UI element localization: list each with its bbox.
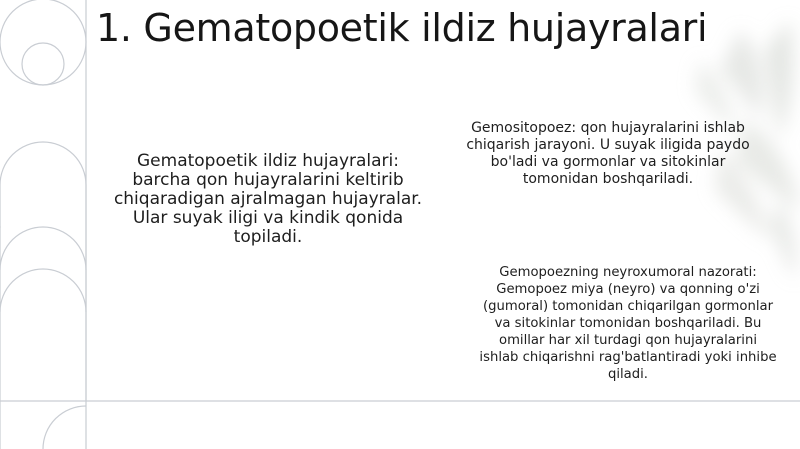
hematopoiesis-text: Gemositopoez: qon hujayralarini ishlab chiqarish jarayoni. U suyak iligida paydo bo'ladi va gormonlar va sitokinlar tomonidan boshqariladi.	[466, 120, 750, 187]
neurohumoral-control-text: Gemopoezning neyroxumoral nazorati: Gemopoez miya (neyro) va qonning o'zi (gumoral) tomonidan chiqarilgan gormonlar va sitokinlar tomonidan boshqariladi. Bu omillar har xil turdagi qon hujayralarini ishlab chiqarishni rag'batlantiradi yoki inhibe qiladi.	[479, 265, 777, 382]
slide-title: 1. Gematopoetik ildiz hujayralari	[96, 6, 708, 50]
stem-cells-text: Gematopoetik ildiz hujayralari: barcha qon hujayralarini keltirib chiqaradigan ajralmagan hujayralar. Ular suyak iligi va kindik qonida topiladi.	[113, 151, 423, 247]
